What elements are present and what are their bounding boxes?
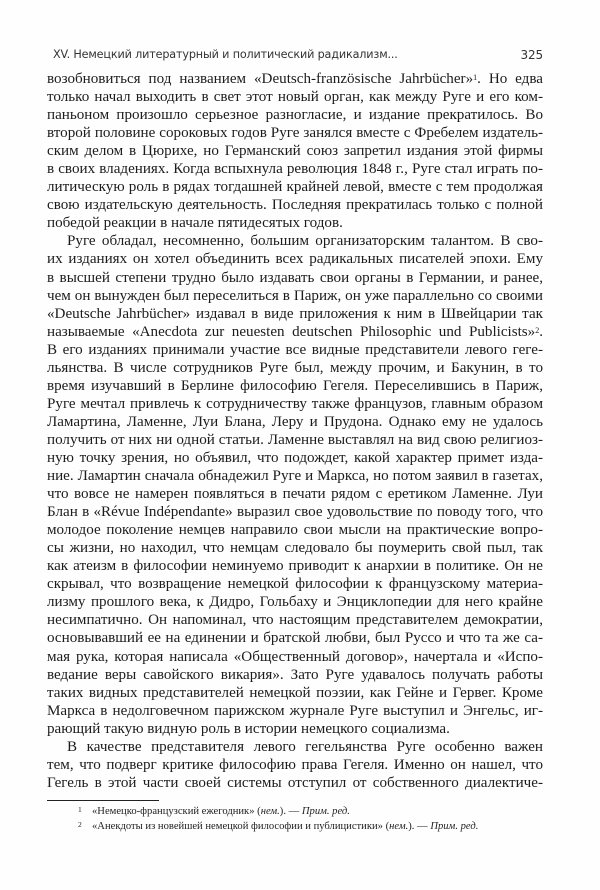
text-line: ную точку зрения, но объявил, что подождет, какой характер примет изда-	[47, 449, 543, 466]
text-line: таких видных представителей немецкой поэзии, как Гейне и Гервег. Кроме	[47, 684, 543, 701]
text-line: В его изданиях принимали участие все видные представители левого геге-	[47, 341, 543, 358]
text-line: ским делом в Цюрихе, но Германский союз запретил издания этой фирмы	[47, 143, 543, 160]
text-line: литическую роль в рядах тогдашней крайней левой, вместе с тем продолжая	[47, 179, 543, 196]
chapter-title: XV. Немецкий литературный и политический радикализм...	[53, 48, 398, 61]
footnote-number: 2	[78, 820, 82, 829]
running-head	[53, 48, 543, 66]
text-line: скрывал, что возвращение немецкой философии к французскому материа-	[47, 576, 543, 593]
text-line: как атеизм в философии неминуемо приводит к анархии в политике. Он не	[47, 558, 543, 575]
text-line: Руге мечтал привлечь к сотрудничеству также французов, главным образом	[47, 395, 543, 412]
text-line: несимпатично. Он напоминал, что настоящим представителем демократии,	[47, 612, 543, 629]
text-line: время изучавший в Берлине философию Гегеля. Переселившись в Париж,	[47, 377, 543, 394]
footnotes	[78, 804, 548, 834]
text-line: их изданиях он хотел объединить всех радикальных писателей эпохи. Ему	[47, 251, 543, 268]
text-line: получить от них ни одной статьи. Ламенне выставлял на вид свою религиоз-	[47, 431, 543, 448]
footnote-text: «Анекдоты из новейшей немецкой философии и публицистики» (нем.). — Прим. ред.	[92, 821, 479, 832]
footnote-ref[interactable]: 2	[535, 325, 540, 335]
text-line: Ламартина, Ламенне, Луи Блана, Леру и Прудона. Однако ему не удалось	[47, 413, 543, 430]
text-line: В качестве представителя левого гегельянства Руге особенно важен	[67, 738, 543, 755]
text-line: только начал выходить в свет этот новый орган, как между Руге и его ком-	[47, 89, 543, 106]
text-line: ние. Ламартин сначала обнадежил Руге и Маркса, но потом заявил в газетах,	[47, 468, 543, 485]
text-line: ведание веры савойского викария». Зато Руге удавалось получать работы	[47, 666, 543, 683]
text-line: сы жизни, но находил, что немцам следовало бы поумерить свой пыл, так	[47, 540, 543, 557]
footnote	[78, 819, 548, 834]
text-line: Маркса в недолговечном парижском журнале Руге выступил и Энгельс, иг-	[47, 702, 543, 719]
text-line: победой реакции в начале пятидесятых годов.	[47, 215, 343, 232]
text-line: паньоном произошло серьезное разногласие, и издание прекратилось. Во	[47, 107, 543, 124]
text-line: «Deutsche Jahrbücher» издавал в виде приложения к ним в Швейцарии так	[47, 305, 543, 322]
text-line: чем он вынужден был переселиться в Париж, он уже параллельно со своими	[47, 287, 543, 304]
text-line: в высшей степени трудно было издавать свои органы в Германии, и ранее,	[47, 269, 543, 286]
text-line: рающий такую видную роль в истории немецкого социализма.	[47, 720, 450, 737]
footnote	[78, 804, 548, 819]
text-line: что вовсе не намерен появляться в печати рядом с еретиком Ламенне. Луи	[47, 486, 543, 503]
text-line: Гегель в этой части своей системы отступил от собственного диалектиче-	[47, 774, 543, 791]
text-line: основывавший ее на единении и братской любви, был Руссо и что та же са-	[47, 630, 543, 647]
text-line: Блан в «Révue Indépendante» выразил свое удовольствие по поводу того, что	[47, 504, 543, 521]
text-line: молодое поколение немцев направило свои мысли на практические вопро-	[47, 522, 543, 539]
footnote-text: «Немецко-французский ежегодник» (нем.). — Прим. ред.	[92, 806, 350, 817]
text-line: лизму прошлого века, к Дидро, Гольбаху и Энциклопедии для него крайне	[47, 594, 543, 611]
text-line: Руге обладал, несомненно, большим организаторским талантом. В сво-	[67, 233, 543, 250]
text-line: возобновиться под названием «Deutsch-französische Jahrbücher»$^1$. Но едва	[47, 71, 543, 87]
text-line: тем, что подверг критике философию права Гегеля. Именно он нашел, что	[47, 756, 543, 773]
footnote-number: 1	[78, 805, 82, 814]
text-line: свою издательскую деятельность. Последняя прекратилась только с полной	[47, 197, 543, 214]
text-line: льянства. В числе сотрудников Руге был, между прочим, и Бакунин, в то	[47, 359, 543, 376]
body-text	[47, 70, 543, 792]
text-line: в своих владениях. Когда вспыхнула революция 1848 г., Руге стал играть по-	[47, 161, 543, 178]
text-line: мая рука, которая написала «Общественный договор», начертала и «Испо-	[47, 648, 543, 665]
text-line: второй половине сороковых годов Руге занялся вместе с Фребелем издатель-	[47, 125, 543, 142]
page-number: 325	[520, 48, 543, 62]
text-line: называемые «Anecdota zur neuesten deutschen Philosophic und Publicists»$^2$.	[47, 323, 543, 340]
footnote-ref[interactable]: 1	[473, 73, 478, 82]
footnote-divider	[47, 800, 159, 801]
